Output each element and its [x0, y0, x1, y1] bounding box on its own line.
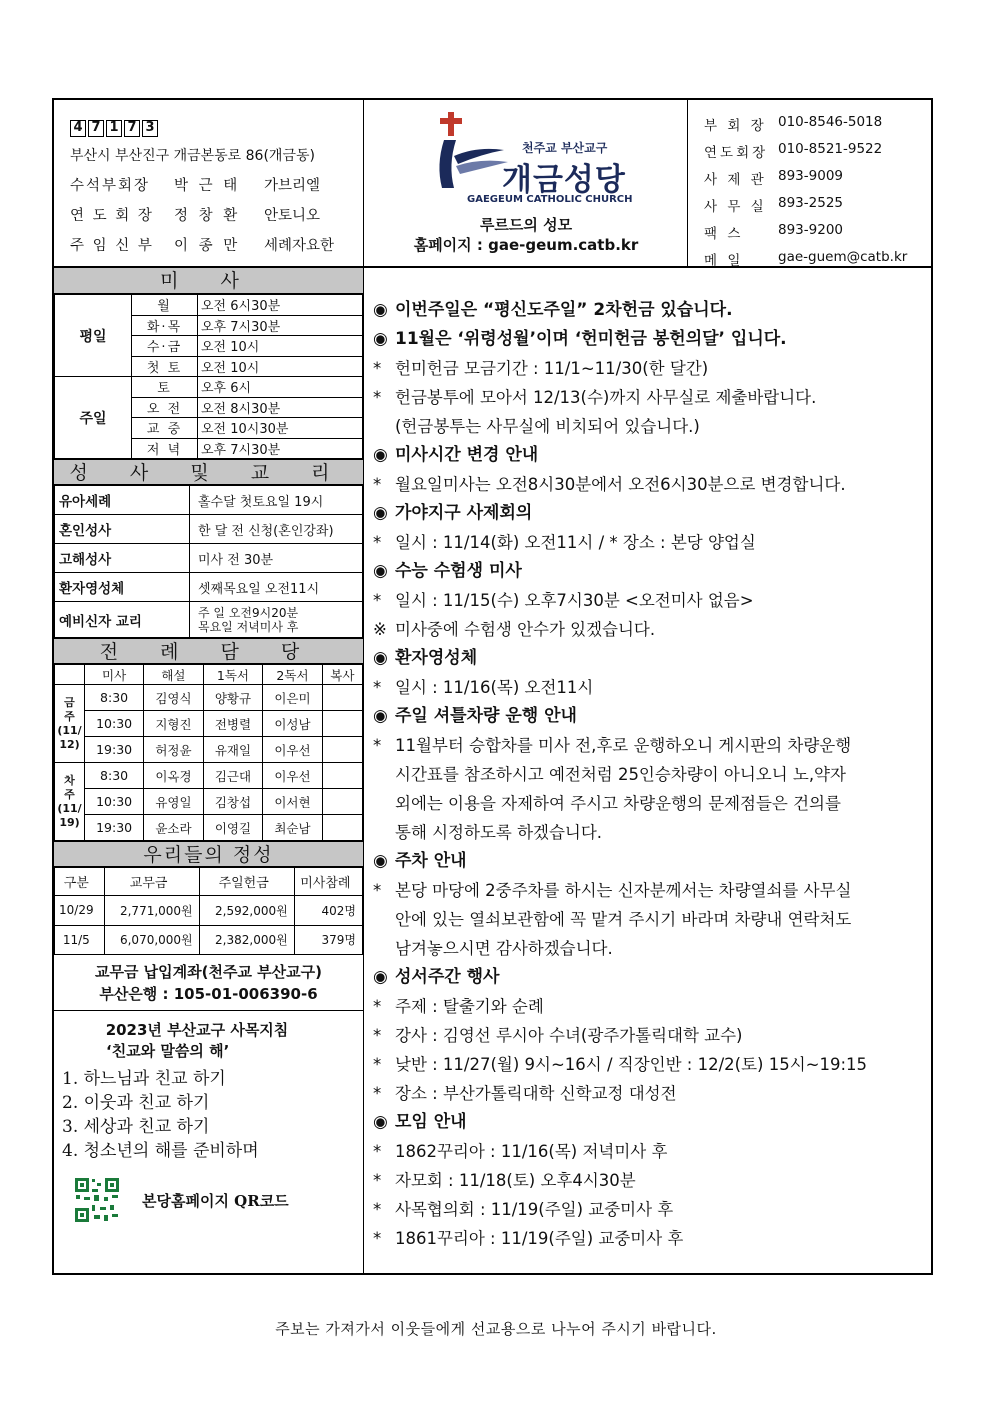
offerings-table [54, 867, 363, 955]
notice-text: 낮반 : 11/27(월) 9시~16시 / 직장인반 : 12/2(토) 15시~19:15 [395, 1055, 868, 1074]
sacrament-schedule-line: 셋째목요일 오전11시 [198, 581, 320, 597]
notice-line [373, 470, 931, 499]
notice-bullet: ※ [373, 620, 387, 639]
liturgy-cell: 19:30 [85, 815, 144, 841]
liturgy-cell [322, 815, 362, 841]
sacraments-title: 성 사 및 교 리 [54, 459, 363, 485]
patron-saint: 루르드의 성모 [479, 216, 573, 234]
contact-value: 893-9200 [778, 222, 843, 238]
offerings-cell: 402명 [294, 896, 362, 926]
notice-text: 헌금봉투에 모아서 12/13(수)까지 사무실로 제출바랍니다. [395, 388, 817, 407]
notice-heading [373, 963, 931, 992]
notice-line [373, 615, 931, 644]
notice-bullet: * [373, 1171, 382, 1190]
sacrament-name: 환자영성체 [55, 573, 190, 602]
liturgy-week-label-line: 12) [59, 737, 80, 751]
contact-key: 연도회장 [704, 145, 769, 161]
mass-group-label: 주일 [55, 377, 132, 459]
sacrament-row [55, 486, 363, 515]
notice-text: 이번주일은 “평신도주일” 2차헌금 있습니다. [395, 300, 733, 320]
sacrament-schedule [190, 544, 363, 573]
footer-note: 주보는 가져가서 이웃들에게 선교용으로 나누어 주시기 바랍니다. [275, 1320, 717, 1338]
notice-text: 시간표를 참조하시고 예전처럼 25인승차량이 아니오니 노,약자 [395, 765, 846, 784]
offerings-header: 구분 [55, 868, 105, 896]
sacrament-name: 예비신자 교리 [55, 602, 190, 638]
notice-text: 1861꾸리아 : 11/19(주일) 교중미사 후 [395, 1229, 684, 1248]
contact-key: 메 일 [704, 253, 744, 269]
liturgy-week-label-line: (11/ [57, 723, 82, 737]
notice-text: 남겨놓으시면 감사하겠습니다. [395, 939, 613, 958]
liturgy-corner [55, 665, 85, 685]
notice-line [373, 383, 931, 412]
notice-heading [373, 557, 931, 586]
notice-line [373, 1050, 931, 1079]
notice-line [373, 673, 931, 702]
zip-digit: 1 [106, 120, 122, 137]
contact-row [704, 114, 931, 134]
account-info [54, 955, 363, 1011]
homepage-link[interactable]: 홈페이지 : gae-geum.catb.kr [413, 236, 639, 254]
mass-time: 오전 10시 [198, 356, 363, 377]
notice-text: 환자영성체 [395, 648, 478, 668]
mass-time: 오전 8시30분 [198, 397, 363, 418]
notice-bullet: * [373, 997, 382, 1016]
liturgy-cell [322, 711, 362, 737]
liturgy-cell: 이성남 [263, 711, 323, 737]
liturgy-cell: 19:30 [85, 737, 144, 763]
notice-text: 안에 있는 열쇠보관함에 꼭 맡겨 주시기 바라며 차량내 연락처도 [395, 910, 852, 929]
sacrament-name: 혼인성사 [55, 515, 190, 544]
notice-bullet: ◉ [373, 561, 388, 581]
notice-text: (헌금봉투는 사무실에 비치되어 있습니다.) [395, 417, 700, 436]
liturgy-week-label-line: (11/ [57, 801, 82, 815]
mass-row [55, 377, 363, 398]
notice-line [373, 354, 931, 383]
directives-list [62, 1067, 363, 1163]
notice-line [373, 760, 931, 789]
directives-title: 2023년 부산교구 사목지침 [105, 1021, 289, 1039]
contact-row [704, 249, 931, 269]
contact-row [704, 168, 931, 188]
contact-row [704, 195, 931, 215]
mass-title: 미 사 [54, 268, 363, 294]
mass-day: 화·목 [132, 315, 198, 336]
notice-bullet: * [373, 591, 382, 610]
liturgy-row [55, 685, 363, 711]
qr-block [74, 1177, 363, 1223]
liturgy-header-row [55, 665, 363, 685]
notice-text: 일시 : 11/15(수) 오후7시30분 <오전미사 없음> [395, 591, 754, 610]
directives-subtitle: ‘친교와 말씀의 해’ [106, 1042, 230, 1060]
staff-row [70, 234, 363, 255]
offerings-cell: 10/29 [55, 896, 105, 926]
offerings-row [55, 925, 363, 955]
church-logo-icon [432, 110, 512, 200]
liturgy-cell: 김영식 [144, 685, 204, 711]
notice-line [373, 1224, 931, 1253]
sacrament-row [55, 573, 363, 602]
sacrament-row [55, 544, 363, 573]
liturgy-cell: 허정윤 [144, 737, 204, 763]
notice-text: 주제 : 탈출기와 순례 [395, 997, 544, 1016]
offerings-cell: 11/5 [55, 925, 105, 955]
liturgy-cell [322, 763, 362, 789]
church-logo-block [364, 100, 688, 266]
notice-bullet: * [373, 533, 382, 552]
liturgy-cell: 김창섭 [203, 789, 263, 815]
notices-column [365, 268, 931, 1273]
notice-line [373, 731, 931, 760]
contact-value: 893-2525 [778, 195, 843, 211]
staff-role: 수석부회장 [70, 178, 151, 194]
liturgy-cell: 이옥경 [144, 763, 204, 789]
notice-line [373, 412, 931, 441]
contact-row [704, 222, 931, 242]
header [54, 100, 931, 268]
staff-name: 정 창 환 [174, 208, 241, 224]
address-block [54, 100, 364, 266]
notice-heading [373, 499, 931, 528]
notice-text: 월요일미사는 오전8시30분에서 오전6시30분으로 변경합니다. [395, 475, 846, 494]
mass-time: 오전 6시30분 [198, 295, 363, 316]
sacrament-row [55, 515, 363, 544]
notice-line [373, 586, 931, 615]
liturgy-row [55, 789, 363, 815]
staff-row [70, 174, 363, 195]
mass-day: 수·금 [132, 336, 198, 357]
church-name-en: GAEGEUM CATHOLIC CHURCH [467, 194, 633, 205]
mass-day: 오 전 [132, 397, 198, 418]
sacrament-name: 유아세례 [55, 486, 190, 515]
liturgy-cell [322, 789, 362, 815]
contact-key: 팩 스 [704, 226, 744, 242]
notice-text: 일시 : 11/14(화) 오전11시 / * 장소 : 본당 양업실 [395, 533, 756, 552]
notice-bullet: * [373, 736, 382, 755]
diocese-label: 천주교 부산교구 [522, 141, 608, 155]
directive-item: 2. 이웃과 친교 하기 [62, 1093, 210, 1113]
liturgy-cell: 10:30 [85, 789, 144, 815]
liturgy-header: 미사 [85, 665, 144, 685]
notice-text: 자모회 : 11/18(토) 오후4시30분 [395, 1171, 636, 1190]
notice-bullet: * [373, 881, 382, 900]
notice-bullet: * [373, 678, 382, 697]
sacrament-name: 고해성사 [55, 544, 190, 573]
offerings-row [55, 896, 363, 926]
sacrament-schedule [190, 486, 363, 515]
church-name: 개금성당 [502, 162, 626, 198]
notice-bullet: ◉ [373, 503, 388, 523]
liturgy-cell: 이영길 [203, 815, 263, 841]
mass-day: 교 중 [132, 418, 198, 439]
sacrament-schedule-line: 한 달 전 신청(혼인강좌) [198, 523, 334, 539]
notice-line [373, 992, 931, 1021]
staff-list [70, 174, 363, 255]
notice-heading [373, 847, 931, 876]
contact-key: 부 회 장 [704, 118, 767, 134]
directive-item: 1. 하느님과 친교 하기 [62, 1069, 226, 1089]
liturgy-header: 해설 [144, 665, 204, 685]
account-line-1: 교무금 납입계좌(천주교 부산교구) [94, 963, 323, 981]
notice-bullet: ◉ [373, 648, 388, 668]
notice-bullet: * [373, 359, 382, 378]
notice-line [373, 1021, 931, 1050]
notice-bullet: * [373, 1200, 382, 1219]
liturgy-cell: 윤소라 [144, 815, 204, 841]
contact-key: 사 제 관 [704, 172, 767, 188]
notice-line [373, 528, 931, 557]
notice-text: 수능 수험생 미사 [395, 561, 522, 581]
notice-heading [373, 325, 931, 354]
mass-row [55, 295, 363, 316]
contact-value: 010-8521-9522 [778, 141, 883, 157]
sacrament-schedule-line: 미사 전 30분 [198, 552, 274, 568]
sacrament-schedule [190, 602, 363, 638]
notice-heading [373, 441, 931, 470]
notice-bullet: ◉ [373, 851, 388, 871]
liturgy-header: 복사 [322, 665, 362, 685]
liturgy-week-label-line: 19) [59, 815, 80, 829]
liturgy-cell: 이은미 [263, 685, 323, 711]
notice-text: 사목협의회 : 11/19(주일) 교중미사 후 [395, 1200, 674, 1219]
notice-text: 주일 셔틀차량 운행 안내 [395, 706, 577, 726]
notice-text: 본당 마당에 2중주차를 하시는 신자분께서는 차량열쇠를 사무실 [395, 881, 852, 900]
offerings-cell: 6,070,000원 [104, 925, 199, 955]
offerings-cell: 2,382,000원 [199, 925, 294, 955]
mass-day: 저 녁 [132, 438, 198, 459]
mass-time: 오후 7시30분 [198, 438, 363, 459]
zip-digit: 7 [88, 120, 104, 137]
liturgy-cell: 최순남 [263, 815, 323, 841]
notice-text: 11월부터 승합차를 미사 전,후로 운행하오니 게시판의 차량운행 [395, 736, 852, 755]
notice-text: 11월은 ‘위령성월’이며 ‘헌미헌금 봉헌의달’ 입니다. [395, 329, 787, 349]
liturgy-header: 1독서 [203, 665, 263, 685]
mass-time: 오후 6시 [198, 377, 363, 398]
sacrament-schedule [190, 515, 363, 544]
offerings-cell: 379명 [294, 925, 362, 955]
contact-value: 010-8546-5018 [778, 114, 883, 130]
notice-line [373, 876, 931, 905]
mass-time: 오전 10시 [198, 336, 363, 357]
notice-line [373, 1137, 931, 1166]
notice-bullet: * [373, 1142, 382, 1161]
notice-text: 외에는 이용을 자제하여 주시고 차량운행의 문제점들은 건의를 [395, 794, 841, 813]
staff-role: 연 도 회 장 [70, 208, 154, 224]
mass-day: 월 [132, 295, 198, 316]
notice-text: 모임 안내 [395, 1112, 467, 1132]
liturgy-cell: 지형진 [144, 711, 204, 737]
notice-bullet: * [373, 1084, 382, 1103]
notice-heading [373, 296, 931, 325]
qr-code-icon[interactable] [74, 1177, 120, 1223]
liturgy-cell: 유영일 [144, 789, 204, 815]
zip-digit: 3 [142, 120, 158, 137]
notice-bullet: * [373, 1229, 382, 1248]
contact-value: gae-guem@catb.kr [778, 249, 908, 265]
left-column [54, 268, 364, 1273]
notice-text: 1862꾸리아 : 11/16(목) 저녁미사 후 [395, 1142, 668, 1161]
liturgy-cell: 10:30 [85, 711, 144, 737]
liturgy-week-label-line: 주 [64, 709, 75, 723]
notice-line [373, 818, 931, 847]
account-line-2: 부산은행 : 105-01-006390-6 [99, 985, 318, 1003]
notice-heading [373, 702, 931, 731]
staff-role: 주 임 신 부 [70, 238, 154, 254]
notice-text: 성서주간 행사 [395, 967, 500, 987]
bulletin-frame [52, 98, 933, 1275]
mass-group-label: 평일 [55, 295, 132, 377]
liturgy-title: 전 례 담 당 [54, 638, 363, 664]
mass-time: 오후 7시30분 [198, 315, 363, 336]
notice-bullet: ◉ [373, 706, 388, 726]
liturgy-week-label-line: 주 [64, 787, 75, 801]
mass-day: 토 [132, 377, 198, 398]
notice-bullet: ◉ [373, 1112, 388, 1132]
liturgy-row [55, 711, 363, 737]
offerings-header: 미사참례 [294, 868, 362, 896]
zip-digit: 7 [124, 120, 140, 137]
liturgy-row [55, 763, 363, 789]
notice-text: 미사중에 수험생 안수가 있겠습니다. [395, 620, 656, 639]
address: 부산시 부산진구 개금본동로 86(개금동) [70, 148, 315, 164]
sacraments-table [54, 485, 363, 638]
liturgy-table [54, 664, 363, 841]
directive-item: 3. 세상과 친교 하기 [62, 1117, 210, 1137]
liturgy-cell [322, 685, 362, 711]
liturgy-row [55, 737, 363, 763]
liturgy-week-label [55, 763, 85, 841]
staff-baptismal-name: 가브리엘 [264, 178, 321, 194]
notice-bullet: ◉ [373, 329, 388, 349]
notice-text: 헌미헌금 모금기간 : 11/1~11/30(한 달간) [395, 359, 709, 378]
notice-line [373, 905, 931, 934]
notice-text: 미사시간 변경 안내 [395, 445, 539, 465]
notice-bullet: * [373, 388, 382, 407]
liturgy-week-label-line: 차 [64, 773, 75, 787]
notice-text: 일시 : 11/16(목) 오전11시 [395, 678, 594, 697]
zip-code [70, 120, 363, 137]
notice-line [373, 1195, 931, 1224]
zip-digit: 4 [70, 120, 86, 137]
liturgy-cell: 8:30 [85, 763, 144, 789]
liturgy-cell [322, 737, 362, 763]
sacrament-row [55, 602, 363, 638]
staff-name: 이 종 만 [174, 238, 241, 254]
staff-baptismal-name: 세례자요한 [264, 238, 335, 254]
liturgy-week-label-line: 금 [64, 695, 75, 709]
notice-line [373, 1166, 931, 1195]
sacrament-schedule [190, 573, 363, 602]
liturgy-cell: 이우선 [263, 763, 323, 789]
notice-bullet: ◉ [373, 967, 388, 987]
offerings-cell: 2,592,000원 [199, 896, 294, 926]
offerings-header-row [55, 868, 363, 896]
mass-time: 오전 10시30분 [198, 418, 363, 439]
notice-text: 가야지구 사제회의 [395, 503, 533, 523]
offerings-header: 주일헌금 [199, 868, 294, 896]
notice-bullet: ◉ [373, 300, 388, 320]
pastoral-directives [54, 1011, 363, 1223]
staff-baptismal-name: 안토니오 [264, 208, 321, 224]
notice-text: 주차 안내 [395, 851, 467, 871]
sacrament-schedule-line: 홀수달 첫토요일 19시 [198, 494, 324, 510]
qr-label: 본당홈페이지 QR코드 [142, 1191, 289, 1210]
notice-line [373, 934, 931, 963]
staff-name: 박 근 태 [174, 178, 241, 194]
sacrament-schedule-line: 목요일 저녁미사 후 [198, 619, 299, 634]
directive-item: 4. 청소년의 해를 준비하며 [62, 1141, 259, 1161]
liturgy-row [55, 815, 363, 841]
liturgy-cell: 양황규 [203, 685, 263, 711]
notice-heading [373, 644, 931, 673]
notice-text: 장소 : 부산가톨릭대학 신학교정 대성전 [395, 1084, 677, 1103]
offerings-cell: 2,771,000원 [104, 896, 199, 926]
liturgy-cell: 이서현 [263, 789, 323, 815]
liturgy-cell: 이우선 [263, 737, 323, 763]
liturgy-cell: 전병렬 [203, 711, 263, 737]
notice-text: 강사 : 김영선 루시아 수녀(광주가톨릭대학 교수) [395, 1026, 743, 1045]
offerings-title: 우리들의 정성 [54, 841, 363, 867]
notice-text: 통해 시정하도록 하겠습니다. [395, 823, 603, 842]
contact-key: 사 무 실 [704, 199, 767, 215]
staff-row [70, 204, 363, 225]
notice-heading [373, 1108, 931, 1137]
contact-list [688, 100, 931, 269]
notice-bullet: ◉ [373, 445, 388, 465]
contact-value: 893-9009 [778, 168, 843, 184]
notice-bullet: * [373, 475, 382, 494]
notice-line [373, 789, 931, 818]
contact-row [704, 141, 931, 161]
notice-line [373, 1079, 931, 1108]
liturgy-cell: 김근대 [203, 763, 263, 789]
notice-bullet: * [373, 1055, 382, 1074]
offerings-header: 교무금 [104, 868, 199, 896]
liturgy-week-label [55, 685, 85, 763]
sacrament-schedule-line: 주 일 오전9시20분 [198, 605, 299, 620]
mass-schedule-table [54, 294, 363, 459]
liturgy-cell: 8:30 [85, 685, 144, 711]
mass-day: 첫 토 [132, 356, 198, 377]
liturgy-header: 2독서 [263, 665, 323, 685]
notice-bullet: * [373, 1026, 382, 1045]
liturgy-cell: 유재일 [203, 737, 263, 763]
